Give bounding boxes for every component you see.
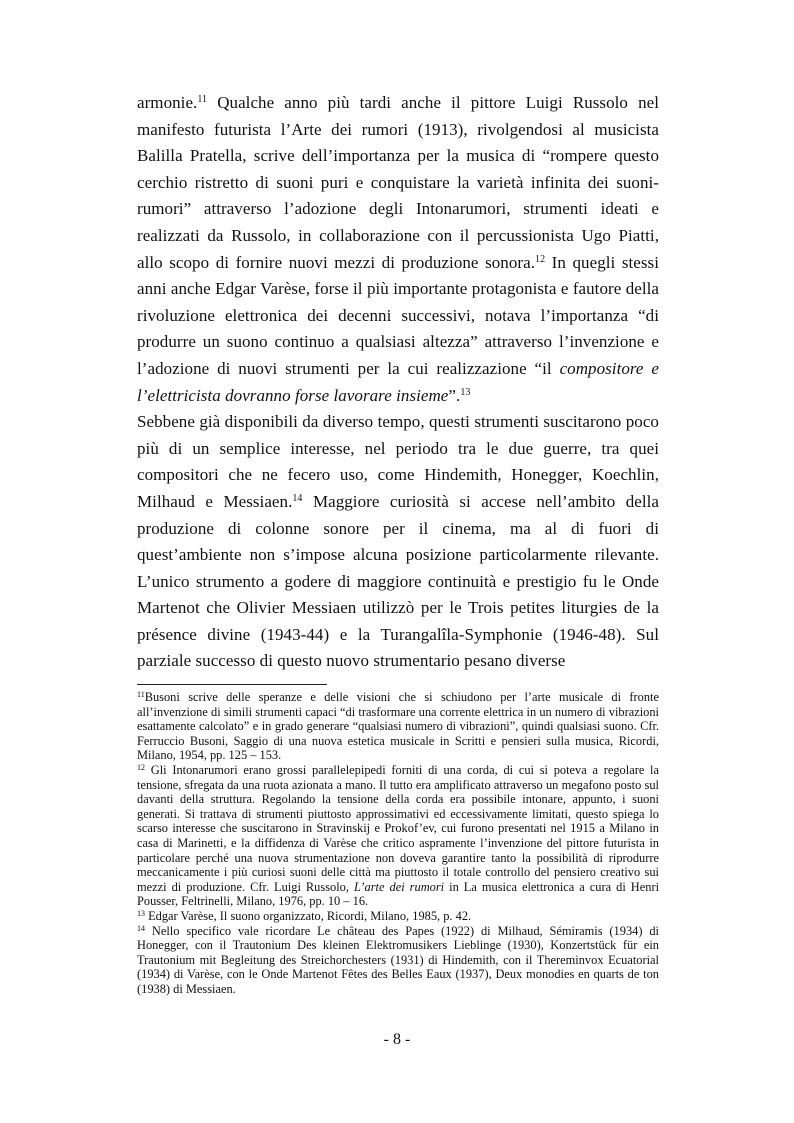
footnote-13 (137, 909, 659, 924)
footnote-ref-13[interactable]: 13 (460, 386, 471, 398)
footnote-separator (137, 684, 327, 685)
footnote-text: Busoni scrive delle speranze e delle visioni che si schiudono per l’arte musicale di fronte all’invenzione di simili strumenti capaci “di trasformare una corrente elettrica in un numero di vibrazioni esattamente calcolato” e in grado generare “qualsiasi numero di vibrazioni”, quindi qualsiasi suono. Cfr. Ferruccio Busoni, Saggio di una nuova estetica musicale in Scritti e pensieri sulla musica, Ricordi, Milano, 1954, pp. 125 – 153. (137, 690, 659, 763)
paragraph-1-text-d: ”. (448, 385, 461, 405)
footnote-text: Edgar Varèse, Il suono organizzato, Ricordi, Milano, 1985, p. 42. (145, 908, 472, 923)
page-content (137, 90, 659, 997)
page-number: - 8 - (383, 1031, 411, 1048)
paragraph-2-text-b: Maggiore curiosità si accese nell’ambito della produzione di colonne sonore per il cinema, ma al di fuori di quest’ambiente non s’impose alcuna posizione particolarmente rilevante. L’unico strumento a godere di maggiore continuità e prestigio fu le Onde Martenot che Olivier Messiaen utilizzò per le Trois petites liturgies de la présence divine (1943-44) e la Turangalîla-Symphonie (1946-48). Sul parziale successo di questo nuovo strumentario pesano diverse (137, 491, 659, 671)
footnote-12 (137, 763, 659, 909)
footnote-14 (137, 924, 659, 997)
footnotes (137, 690, 659, 996)
footnote-number: 11 (137, 690, 145, 700)
footnote-text-end: in La musica elettronica a cura di Henri Pousser, Feltrinelli, Milano, 1976, pp. 10 – 16. (137, 879, 660, 909)
paragraph-2 (137, 409, 659, 675)
main-text (137, 90, 659, 675)
footnote-text: Nello specifico vale ricordare Le château des Papes (1922) di Milhaud, Sémiramis (1934) di Honegger, con il Trautonium Des kleinen Elektromusikers Lieblinge (1930), Konzertstück für ein Trautonium mit Begleitung des Streichorchesters (1931) di Hindemith, con il Thereminvox Ecuatorial (1934) di Varèse, con le Onde Martenot Fêtes des Belles Eaux (1937), Deux monodies en quarts de ton (1938) di Messiaen. (137, 923, 659, 996)
footnote-ref-14[interactable]: 14 (292, 492, 303, 504)
footnote-ref-11[interactable]: 11 (197, 94, 208, 105)
paragraph-2-text-a: Sebbene già disponibili da diverso tempo, questi strumenti suscitarono poco più di un semplice interesse, nel periodo tra le due guerre, tra quei compositori che ne fecero uso, come Hindemith, Honegger, Koechlin, Milhaud e Messiaen. (137, 412, 659, 511)
footnote-number: 13 (137, 908, 145, 918)
paragraph-1-italic-quote: compositore e l’elettricista dovranno forse lavorare insieme (137, 358, 659, 405)
footnote-ref-12[interactable]: 12 (535, 253, 546, 265)
paragraph-1-text-a: armonie. (137, 93, 198, 112)
footnote-11 (137, 690, 659, 763)
footnote-number: 14 (137, 923, 145, 933)
footnote-number: 12 (137, 763, 145, 773)
paragraph-1 (137, 90, 659, 409)
footnote-italic-title: L’arte dei rumori (353, 879, 445, 894)
paragraph-1-text-c: In quegli stessi anni anche Edgar Varèse, forse il più importante protagonista e fautore della rivoluzione elettronica dei decenni successivi, notava l’importanza “di produrre un suono continuo a qualsiasi altezza” attraverso l’invenzione e l’adozione di nuovi strumenti per la cui realizzazione “il (137, 252, 659, 378)
paragraph-1-text-b: Qualche anno più tardi anche il pittore Luigi Russolo nel manifesto futurista l’Arte dei rumori (1913), rivolgendosi al musicista Balilla Pratella, scrive dell’importanza per la musica di “rompere questo cerchio ristretto di suoni puri e conquistare la varietà infinita dei suoni-rumori” attraverso l’adozione degli Intonarumori, strumenti ideati e realizzati da Russolo, in collaborazione con il percussionista Ugo Piatti, allo scopo di fornire nuovi mezzi di produzione sonora. (137, 93, 659, 272)
footnote-text: Gli Intonarumori erano grossi parallelepipedi forniti di una corda, di cui si poteva a regolare la tensione, sfregata da una ruota azionata a mano. Il tutto era amplificato attraverso un megafono posto sul davanti della struttura. Regolando la tensione della corda era possibile intonare, appunto, i suoni generati. Si trattava di strumenti piuttosto approssimativi ed eccessivamente limitati, questo spiega lo scarso interesse che suscitarono in Stravinskij e Prokof’ev, cui furono presentati nel 1915 a Milano in casa di Marinetti, e la diffidenza di Varèse che critico aspramente l’invenzione del pittore futurista in particolare perché una nuova strumentazione non doveva garantire tanto la possibilità di riprodurre meccanicamente i più curiosi suoni delle città ma piuttosto il totale controllo del pensiero creativo sui mezzi di produzione. Cfr. Luigi Russolo, (137, 763, 659, 894)
